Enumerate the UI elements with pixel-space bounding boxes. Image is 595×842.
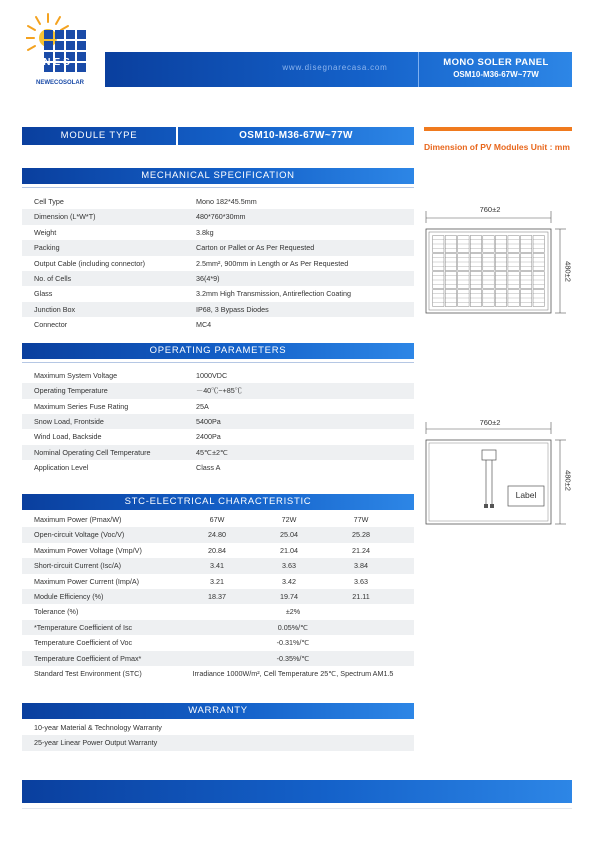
back-width-label: 760±2 (479, 418, 501, 427)
footer-divider (22, 808, 572, 809)
param-value: 1000VDC (196, 371, 228, 380)
spec-value: 3.2mm High Transmission, Antireflection Coating (196, 289, 351, 299)
spec-value: IP68, 3 Bypass Diodes (196, 304, 269, 314)
module-type-value: OSM10-M36-67W~77W (239, 130, 353, 141)
spec-label: No. of Cells (34, 274, 72, 283)
stc-value: 25.04 (280, 530, 298, 540)
stc-row (22, 604, 414, 619)
spec-row (22, 286, 414, 301)
warranty-section-title: WARRANTY (22, 703, 414, 719)
spec-label: Glass (34, 289, 53, 299)
stc-value: 20.84 (208, 545, 226, 555)
spec-value: 36(4*9) (196, 274, 220, 283)
footer-bar (22, 780, 572, 803)
stc-label: Module Efficiency (%) (34, 592, 104, 601)
param-value: 45℃±2℃ (196, 447, 229, 457)
param-value: －40℃~+85℃ (196, 386, 242, 396)
section-divider (22, 187, 414, 188)
stc-row (22, 512, 414, 527)
module-type-label: MODULE TYPE (60, 130, 138, 141)
label-text: Label (515, 490, 537, 500)
stc-label: Open-circuit Voltage (Voc/V) (34, 530, 125, 540)
spec-label: Output Cable (including connector) (34, 258, 146, 268)
back-height-label: 480±2 (563, 470, 573, 491)
mechanical-section-title: MECHANICAL SPECIFICATION (22, 168, 414, 184)
spec-label: Weight (34, 227, 57, 237)
stc-value: 72W (281, 515, 297, 524)
stc-value: 21.11 (352, 592, 370, 601)
stc-label: Tolerance (%) (34, 607, 79, 617)
param-label: Maximum System Voltage (34, 371, 118, 380)
stc-value: 21.24 (352, 545, 370, 555)
junction-box-icon (482, 450, 496, 460)
spec-row (22, 240, 414, 255)
front-view-diagram (424, 205, 576, 325)
stc-shared-value: 0.05%/℃ (277, 622, 309, 632)
stc-shared-value: ±2% (285, 607, 301, 617)
warranty-label: 25-year Linear Power Output Warranty (34, 738, 158, 748)
param-label: Application Level (34, 462, 89, 472)
operating-section-title: OPERATING PARAMETERS (22, 343, 414, 359)
section-divider (22, 362, 414, 363)
spec-label: Connector (34, 320, 68, 330)
logo-subtext: NEWECOSOLAR (36, 80, 84, 86)
param-row (22, 445, 414, 460)
stc-row (22, 635, 414, 650)
stc-value: 19.74 (280, 592, 298, 601)
stc-label: Maximum Power (Pmax/W) (34, 515, 122, 524)
spec-value: 2.5mm², 900mm in Length or As Per Requested (196, 258, 349, 268)
stc-shared-value: Irradiance 1000W/m², Cell Temperature 25℃, Spectrum AM1.5 (192, 669, 394, 678)
logo-text: NES (43, 57, 73, 68)
spec-row (22, 256, 414, 271)
spec-value: 480*760*30mm (196, 212, 246, 222)
stc-row (22, 558, 414, 573)
stc-label: Short-circuit Current (Isc/A) (34, 561, 122, 571)
stc-label: Temperature Coefficient of Voc (34, 638, 133, 648)
param-row (22, 414, 414, 429)
stc-row (22, 574, 414, 589)
stc-shared-value: -0.35%/℃ (276, 653, 310, 663)
spec-row (22, 209, 414, 224)
stc-value: 24.80 (208, 530, 226, 540)
product-model: OSM10-M36-67W~77W (453, 70, 539, 79)
param-value: 2400Pa (196, 432, 221, 442)
stc-value: 77W (353, 515, 369, 524)
spec-label: Cell Type (34, 197, 64, 206)
stc-row (22, 666, 414, 681)
param-row (22, 383, 414, 398)
param-value: 5400Pa (196, 416, 221, 426)
param-row (22, 429, 414, 444)
stc-label: Maximum Power Voltage (Vmp/V) (34, 545, 142, 555)
warranty-row (22, 735, 414, 750)
stc-value: 3.21 (210, 576, 224, 586)
spec-value: 3.8kg (196, 227, 214, 237)
param-row (22, 368, 414, 383)
param-label: Nominal Operating Cell Temperature (34, 447, 151, 457)
spec-label: Packing (34, 243, 60, 253)
param-row (22, 460, 414, 475)
spec-value: Carton or Pallet or As Per Requested (196, 243, 315, 253)
accent-bar (424, 127, 572, 131)
param-value: Class A (196, 462, 221, 472)
stc-value: 18.37 (208, 592, 226, 601)
stc-label: *Temperature Coefficient of Isc (34, 622, 133, 632)
company-logo (26, 12, 90, 90)
stc-row (22, 527, 414, 542)
spec-row (22, 225, 414, 240)
warranty-label: 10-year Material & Technology Warranty (34, 723, 162, 732)
spec-row (22, 194, 414, 209)
front-width-label: 760±2 (479, 205, 501, 214)
front-height-label: 480±2 (563, 261, 573, 282)
stc-row (22, 589, 414, 604)
stc-row (22, 543, 414, 558)
stc-label: Standard Test Environment (STC) (34, 669, 142, 678)
back-view-diagram (424, 418, 576, 528)
stc-value: 21.04 (280, 545, 298, 555)
spec-label: Dimension (L*W*T) (34, 212, 96, 222)
param-label: Snow Load, Frontside (34, 416, 104, 426)
param-label: Operating Temperature (34, 386, 108, 396)
product-title: MONO SOLER PANEL (443, 57, 549, 68)
spec-value: MC4 (196, 320, 212, 330)
spec-row (22, 271, 414, 286)
spec-label: Junction Box (34, 304, 76, 314)
stc-value: 3.63 (282, 561, 296, 571)
spec-row (22, 302, 414, 317)
warranty-row (22, 720, 414, 735)
stc-label: Maximum Power Current (Imp/A) (34, 576, 140, 586)
param-label: Maximum Series Fuse Rating (34, 401, 129, 411)
stc-value: 3.63 (354, 576, 368, 586)
param-row (22, 399, 414, 414)
website-link[interactable]: www.disegnarecasa.com (282, 63, 388, 72)
stc-value: 67W (209, 515, 225, 524)
spec-row (22, 317, 414, 332)
spec-value: Mono 182*45.5mm (196, 197, 257, 206)
stc-row (22, 651, 414, 666)
stc-value: 25.28 (352, 530, 370, 540)
param-label: Wind Load, Backside (34, 432, 102, 442)
stc-value: 3.42 (282, 576, 296, 586)
stc-shared-value: -0.31%/℃ (276, 638, 310, 648)
header-divider (418, 52, 419, 87)
param-value: 25A (196, 401, 209, 411)
stc-value: 3.41 (210, 561, 224, 571)
stc-value: 3.84 (354, 561, 368, 571)
dimension-title: Dimension of PV Modules Unit : mm (424, 142, 570, 152)
stc-row (22, 620, 414, 635)
stc-section-title: STC-ELECTRICAL CHARACTERISTIC (22, 494, 414, 510)
stc-label: Temperature Coefficient of Pmax* (34, 653, 142, 663)
